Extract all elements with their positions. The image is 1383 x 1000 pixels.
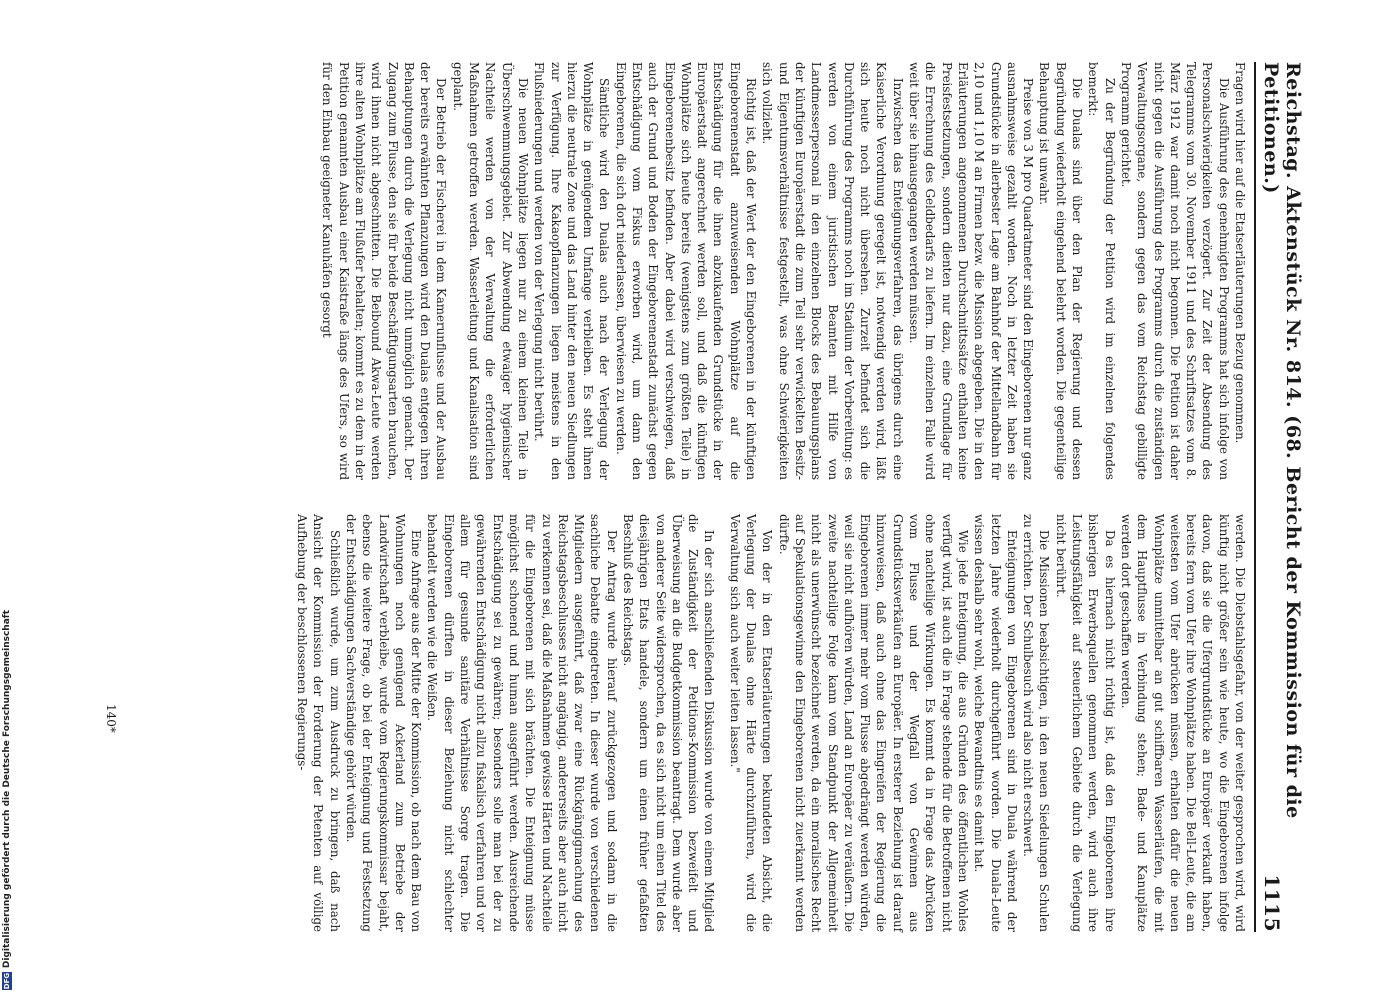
right-column bbox=[294, 514, 1248, 932]
paragraph-gap bbox=[718, 514, 727, 932]
paragraph: Zu der Begründung der Petition wird im einzelnen folgendes bemerkt: bbox=[1086, 62, 1117, 480]
paragraph: Inzwischen das Enteignungsverfahren, das übrigens durch eine Kaiserliche Verordnung geregelt ist, notwendig werden wird, läßt sich heute noch nicht übersehen. Zurzeit befindet sich die Durchführung des Programms noch im Stadium der Vorbereitung: es werden von einem juristischen Beamten mit Hilfe von Landmesserpersonal in den einzelnen Blocks des Bebauungsplans der künftigen Europäerstadt die zum Teil sehr verwickelten Besitz- und Eigentumsverhältnisse festgestellt, was ohne Schwierigkeiten sich vollzieht. bbox=[760, 62, 905, 480]
digitization-credit-text: Digitalisierung gefördert durch die Deutsche Forschungsgemeinschaft bbox=[2, 610, 12, 969]
paragraph: Preise von 3 M pro Quadratmeter sind den Eingeborenen nur ganz ausnahmsweise gezahlt worden. Noch in letzter Zeit haben sie Grundstücke in allerbester Lage am Bahnhof der Mittellandbahn für 2,10 und 1,10 M an Firmen bezw. die Mission abgegeben. Die in den Erläuterungen angenommenen Durchschnittssätze enthalten keine Preisfestsetzungen, sondern dienten nur dazu, eine Grundlage für die Errechnung des Geldbedarfs zu liefern. Im einzelnen Falle wird weit über sie hinausgegangen werden müssen. bbox=[907, 62, 1036, 480]
page-number: 1115 bbox=[1260, 874, 1284, 932]
page-header bbox=[1260, 62, 1304, 932]
paragraph: Enteignungen von Eingeborenen sind in Duala während der letzten Jahre wiederholt durchgeführt worden. Die Duala-Leute wissen deshalb sehr wohl, welche Bewandtnis es damit hat. bbox=[972, 514, 1019, 932]
paragraph: Eine Anfrage aus der Mitte der Kommission, ob nach dem Bau von Wohnungen noch genügend Ackerland zum Betriebe der Landwirtschaft verbleibe, wurde vom Regierungskommissar bejaht, ebenso die weitere Frage, ob bei der Enteignung und Festsetzung der Entschädigungen Sachverständige gehört würden. bbox=[343, 514, 424, 932]
paragraph: Die Ausführung des genehmigten Programms hat sich infolge von Personalschwierigkeiten verzögert. Zur Zeit der Absendung des Telegramms vom 30. November 1911 und des Schriftsatzes vom 8. März 1912 war damit noch nicht begonnen. Die Petition ist daher nicht gegen die Ausführung des Programms durch die zuständigen Verwaltungsorgane, sondern gegen das vom Reichstag gebilligte Programm gerichtet. bbox=[1118, 62, 1231, 480]
paragraph: Von der in den Etatserläuterungen bekundeten Absicht, die Verlegung der Dualas ohne Härte durchzuführen, wird die Verwaltung sich auch weiter leiten lassen." bbox=[727, 514, 775, 932]
paragraph: Richtig ist, daß der Wert der den Eingeborenen in der künftigen Eingeborenenstadt anzuweisenden Wohnplätze auf die Entschädigung für die ihnen abzukaufenden Grundstücke in der Europäerstadt angerechnet werden soll, und daß die künftigen Wohnplätze sich heute bereits (wenigstens zum größten Teile) in Eingeborenenbesitz befinden. Aber dabei wird verschwiegen, daß auch der Grund und Boden der Eingeborenenstadt zunächst gegen Entschädigung vom Fiskus erworben wird, um dann den Eingeborenen, die sich dort niederlassen, überwiesen zu werden. bbox=[613, 62, 759, 480]
digitization-credit bbox=[0, 610, 14, 990]
paragraph: Der Antrag wurde hierauf zurückgezogen und sodann in die sachliche Debatte eingetreten. In dieser wurde von verschiedenen Mitgliedern ausgeführt, daß zwar eine Rückgängigmachung des Reichstagsbeschlusses nicht angängig, andererseits aber auch nicht zu verkennen sei, daß die Maßnahmen gewisse Härten und Nachteile für die Eingeborenen mit sich brächten. Die Enteignung müsse möglichst schonend und human ausgeführt werden. Ausreichende Entschädigung sei zu gewähren; besonders solle man bei der zu gewährenden Entschädigung nicht allzu fiskalisch verfahren und vor allem für gesunde sanitäre Verhältnisse Sorge tragen. Die Eingeborenen dürften in dieser Beziehung nicht schlechter behandelt werden wie die Weißen. bbox=[425, 514, 619, 932]
left-column bbox=[319, 62, 1248, 480]
sheet-signature: 140* bbox=[104, 704, 118, 733]
paragraph: Die Missionen beabsichtigen, in den neuen Siedelungen Schulen zu errichten. Der Schulbesuch wird also nicht erschwert. bbox=[1021, 514, 1052, 932]
paragraph: Sämtliche wird den Dualas auch nach der Verlegung der Wohnplätze in genügendem Umfange verbleiben. Es steht ihnen hierzu die neutrale Zone und das Land hinter den neuen Siedlungen zur Verfügung. Ihre Kakaopflanzungen liegen meistens in den Flußniederungen und werden von der Verlegung nicht berührt. bbox=[532, 62, 612, 480]
paragraph: In der sich anschließenden Diskussion wurde von einem Mitglied die Zuständigkeit der Petitions-Kommission bezweifelt und Überweisung an die Budgetkommission beantragt. Dem wurde aber von anderer Seite widersprochen, da es sich nicht um einen Titel des diesjährigen Etats handele, sondern um einen früher gefaßten Beschluß des Reichstags. bbox=[621, 514, 717, 932]
header-title: Reichstag. Aktenstück Nr. 814. (68. Bericht der Kommission für die Petitionen.) bbox=[1260, 62, 1304, 819]
header-rule bbox=[1254, 62, 1256, 932]
paragraph: Schließlich wurde, um zum Ausdruck zu bringen, daß nach Ansicht der Kommission der Forderung der Petenten auf völlige Aufhebung der beschlossenen Regierungs- bbox=[295, 514, 342, 932]
document-page bbox=[72, 62, 1304, 932]
paragraph: Wie jede Enteignung, die aus Gründen des öffentlichen Wohles verfügt wird, ist auch die in Frage stehende für die Betroffenen nicht ohne nachteilige Wirkungen. Es kommt da in Frage das Abrücken vom Flusse und der Wegfall von Gewinnen aus Grundstücksverkäufen an Europäer. In ersterer Beziehung ist darauf hinzuweisen, daß auch ohne das Eingreifen der Regierung die Eingeborenen immer mehr vom Flusse abgedrängt werden würden, weil sie nicht aufhören würden, Land an Europäer zu veräußern. Die zweite nachteilige Folge kann vom Standpunkt der Allgemeinheit nicht als unerwünscht bezeichnet werden, da ein moralisches Recht auf Spekulationsgewinne den Eingeborenen nicht zuerkannt werden dürfte. bbox=[776, 514, 970, 932]
paragraph: Die Dualas sind über den Plan der Regierung und dessen Begründung wiederholt eingehend belehrt worden. Die gegenteilige Behauptung ist unwahr. bbox=[1037, 62, 1085, 480]
paragraph: Die neuen Wohnplätze liegen nur zu einem kleinen Teile in Überschwemmungsgebiet. Zur Abwendung etwaiger hygienischer Nachteile werden von der Verwaltung die erforderlichen Maßnahmen getroffen werden. Wasserleitung und Kanalisation sind geplant. bbox=[450, 62, 530, 480]
paragraph: Da es hiernach nicht richtig ist, daß den Eingeborenen ihre bisherigen Erwerbsquellen genommen werden, wird auch ihre Leistungsfähigkeit auf steuerlichem Gebiete durch die Verlegung nicht berührt. bbox=[1053, 514, 1117, 932]
paragraph: Fragen wird hier auf die Etatserläuterungen Bezug genommen. bbox=[1233, 62, 1247, 444]
paragraph: werden. Die Diebstahlsgefahr, von der weiter gesprochen wird, wird künftig nicht größer sein wie heute, wo die Eingeborenen infolge davon, daß sie die Ufergrundstücke an Europäer verkauft haben, bereits fern vom Ufer ihre Wohnplätze haben. Die Bell-Leute, die am weitesten vom Ufer abrücken müssen, erhalten dafür die neuen Wohnplätze unmittelbar an gut schiffbaren Wasserläufen, die mit dem Hauptflusse in Verbindung stehen; Bade- und Kanuplätze werden dort geschaffen werden. bbox=[1118, 514, 1247, 932]
paragraph: Der Betrieb der Fischerei in dem Kamerunflusse und der Ausbau der bereits erwähnten Pflanzungen wird den Dualas entgegen ihren Behauptungen durch die Verlegung nicht unmöglich gemacht. Der Zugang zum Flusse, den sie für beide Beschäftigungsarten brauchen, wird ihnen nicht abgeschnitten. Die Beibound Akwa-Leute werden ihre alten Wohnplätze am Flußufer behalten; kommt es zu dem in der Petition genannten Ausbau einer Kaistraße längs des Ufers, so wird für den Einbau geeigneter Kanuhäfen gesorgt bbox=[320, 62, 449, 480]
dfg-logo: DFG bbox=[3, 972, 11, 990]
